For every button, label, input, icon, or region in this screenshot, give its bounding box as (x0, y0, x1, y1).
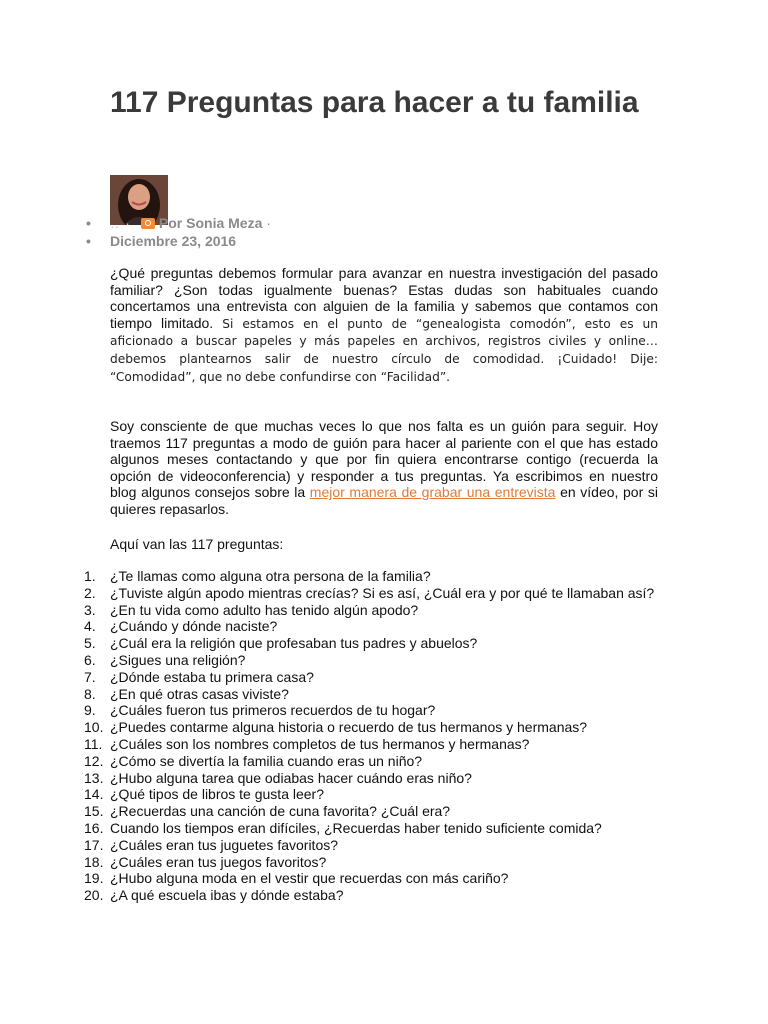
list-item: 3. ¿En tu vida como adulto has tenido algún apodo? (84, 601, 419, 618)
camera-icon (141, 218, 155, 229)
paragraph-script-text: Soy consciente de que muchas veces lo que nos falta es un guión para seguir. Hoy traemos 117 preguntas a modo de guión para hacer al pariente con el que has estado algunos meses contactando y que por fin quiera encontrarse contigo (recuerda la opción de videoconferencia) y responder a tus preguntas. Ya escribimos en nuestro blog algunos consejos sobre la (110, 418, 658, 501)
list-item: 9. ¿Cuáles fueron tus primeros recuerdos de tu hogar? (84, 702, 436, 719)
paragraph-intro-quote: Si estamos en el punto de “genealogista comodón”, esto es un aficionado a buscar papeles y más papeles en archivos, registros civiles y online… debemos plantearnos salir de nuestro círculo de comodidad. ¡Cuidado! Dije: “Comodidad”, que no debe confundirse con “Facilidad”. (110, 316, 658, 384)
list-item: 5. ¿Cuál era la religión que profesaban tus padres y abuelos? (84, 635, 478, 652)
meta-separator: · (266, 215, 271, 231)
paragraph-script (110, 418, 658, 518)
list-item: 2. ¿Tuviste algún apodo mientras crecías? Si es así, ¿Cuál era y por qué te llamaban así? (84, 584, 655, 601)
bullet-icon: • (86, 215, 91, 231)
page-title: 117 Preguntas para hacer a tu familia (110, 86, 639, 119)
list-item: 19. ¿Hubo alguna moda en el vestir que recuerdas con más cariño? (84, 870, 509, 887)
paragraph-intro (110, 265, 658, 385)
list-item: 4. ¿Cuándo y dónde naciste? (84, 618, 278, 635)
post-date: Diciembre 23, 2016 (110, 233, 237, 249)
bullet-icon: • (86, 233, 91, 249)
list-item: 15. ¿Recuerdas una canción de cuna favorita? ¿Cuál era? (84, 803, 451, 820)
paragraph-script-end: en vídeo, por si quieres repasarlos. (110, 484, 658, 517)
list-item: 18. ¿Cuáles eran tus juegos favoritos? (84, 853, 327, 870)
list-item: 6. ¿Sigues una religión? (84, 651, 246, 668)
list-item: 20. ¿A qué escuela ibas y dónde estaba? (84, 887, 344, 904)
author-link[interactable]: Por Sonia Meza (158, 215, 263, 231)
avatar-caption-dots: ‥ · (110, 215, 131, 231)
list-item: 8. ¿En qué otras casas viviste? (84, 685, 289, 702)
list-item: 17. ¿Cuáles eran tus juguetes favoritos? (84, 836, 339, 853)
questions-list (84, 568, 674, 904)
interview-recording-link[interactable]: mejor manera de grabar una entrevista (309, 484, 556, 501)
list-item: 13. ¿Hubo alguna tarea que odiabas hacer cuándo eras niño? (84, 769, 472, 786)
questions-intro: Aquí van las 117 preguntas: (110, 536, 284, 552)
list-item: 10. ¿Puedes contarme alguna historia o recuerdo de tus hermanos y hermanas? (84, 719, 588, 736)
paragraph-intro-text: ¿Qué preguntas debemos formular para avanzar en nuestra investigación del pasado familiar? ¿Son todas igualmente buenas? Estas dudas son habituales cuando concertamos una entrevista con alguien de la familia y sabemos que contamos con tiempo limitado. (110, 265, 658, 331)
list-item: 11. ¿Cuáles son los nombres completos de tus hermanos y hermanas? (84, 735, 530, 752)
list-item: 16. Cuando los tiempos eran difíciles, ¿Recuerdas haber tenido suficiente comida? (84, 819, 602, 836)
list-item: 7. ¿Dónde estaba tu primera casa? (84, 668, 314, 685)
list-item: 1. ¿Te llamas como alguna otra persona de la familia? (84, 568, 431, 584)
list-item: 14. ¿Qué tipos de libros te gusta leer? (84, 786, 325, 803)
list-item: 12. ¿Cómo se divertía la familia cuando eras un niño? (84, 752, 423, 769)
